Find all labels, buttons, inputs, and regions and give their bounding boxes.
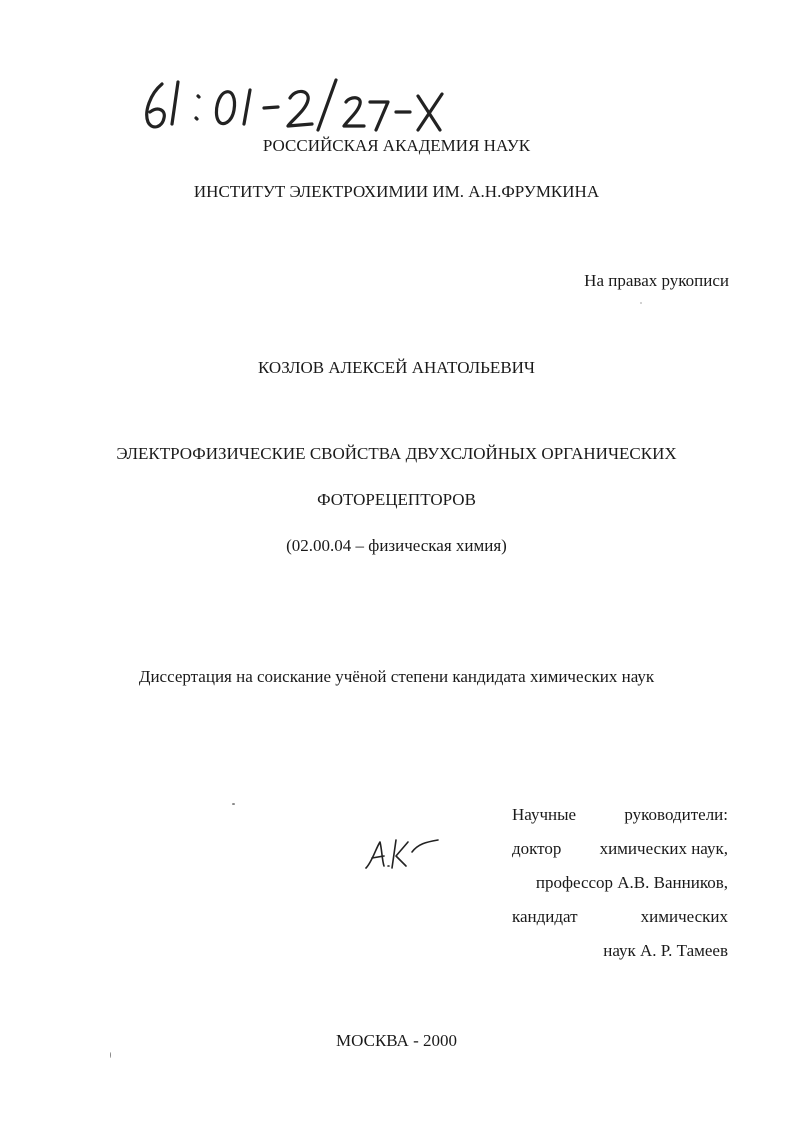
supervisor-2-degree (512, 900, 728, 934)
supervisors-heading (512, 798, 728, 832)
institute-heading: ИНСТИТУТ ЭЛЕКТРОХИМИИ ИМ. А.Н.ФРУМКИНА (193, 182, 600, 201)
dissertation-statement: Диссертация на соискание учёной степени кандидата химических наук (138, 667, 655, 686)
supervisor-1-degree-part-2: химических наук, (599, 839, 728, 858)
supervisors-heading-word-1: Научные (512, 805, 577, 824)
supervisor-1-degree-part-1: доктор (512, 839, 562, 858)
scan-speck (110, 1052, 111, 1058)
scan-speck (640, 302, 642, 304)
author-name: КОЗЛОВ АЛЕКСЕЙ АНАТОЛЬЕВИЧ (258, 358, 535, 377)
supervisor-2-degree-part-1: кандидат (512, 907, 578, 926)
thesis-title-line-1: ЭЛЕКТРОФИЗИЧЕСКИЕ СВОЙСТВА ДВУХСЛОЙНЫХ ОРГАНИЧЕСКИХ (116, 444, 677, 463)
thesis-title-line-2: ФОТОРЕЦЕПТОРОВ (317, 490, 476, 509)
supervisors-block (512, 798, 728, 968)
city-year-footer: МОСКВА - 2000 (336, 1031, 457, 1050)
supervisor-1-degree (512, 832, 728, 866)
supervisor-2-name: наук А. Р. Тамеев (603, 941, 728, 960)
supervisor-1-name: профессор А.В. Ванников, (535, 873, 728, 892)
manuscript-rights-note: На правах рукописи (584, 271, 729, 290)
supervisors-heading-word-2: руководители: (624, 805, 728, 824)
supervisor-2-degree-part-2: химических (640, 907, 728, 926)
handwritten-archive-code (140, 72, 460, 142)
scan-speck (232, 803, 235, 805)
academy-heading: РОССИЙСКАЯ АКАДЕМИЯ НАУК (262, 136, 531, 155)
specialty-code: (02.00.04 – физическая химия) (286, 536, 507, 555)
signature-mark (362, 828, 440, 872)
